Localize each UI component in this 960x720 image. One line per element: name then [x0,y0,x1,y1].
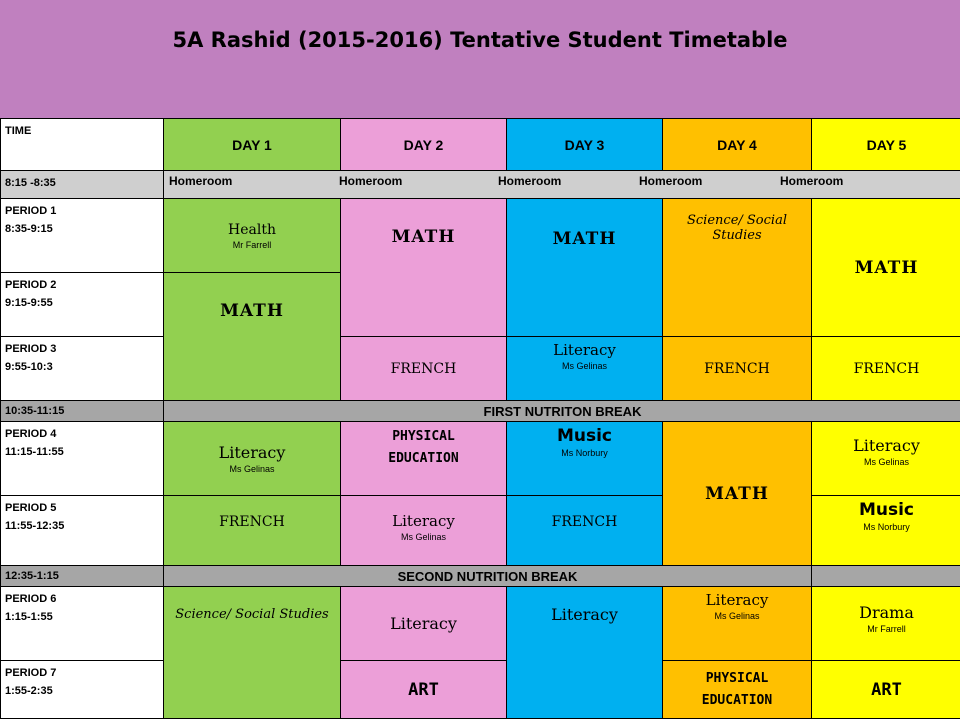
subject-math: MATH [391,227,456,247]
cell-day4-p12 [663,199,812,337]
day-1-header: DAY 1 [164,119,341,171]
homeroom-day-4: Homeroom [639,174,703,188]
subject-physical: PHYSICAL [705,670,769,686]
teacher-label: Ms Gelinas [400,532,446,542]
period-1-range: 8:35-9:15 [5,223,53,235]
cell-day1-p23 [164,273,341,401]
subject-literacy: Literacy [392,512,455,530]
homeroom-day-3: Homeroom [498,174,562,188]
teacher-label: Ms Norbury [561,448,608,458]
cell-day2-p7 [341,661,507,719]
cell-day3-p4 [507,422,663,496]
subject-health: Health [228,221,276,238]
time-header: TIME [1,119,164,171]
teacher-label: Mr Farrell [867,624,906,634]
cell-day5-p5 [812,496,960,566]
subject-french: FRENCH [390,360,457,377]
break-1-time: 10:35-11:15 [1,401,164,422]
subject-french: FRENCH [219,514,285,530]
period-4-range: 11:15-11:55 [5,446,64,458]
cell-day1-p4 [164,422,341,496]
timetable [0,118,960,719]
subject-math: MATH [705,483,769,504]
teacher-label: Ms Norbury [863,522,910,532]
subject-literacy: Literacy [705,591,769,609]
cell-day1-p67 [164,587,341,719]
teacher-label: Ms Gelinas [561,361,607,371]
cell-day2-p12 [341,199,507,337]
cell-day3-p12 [507,199,663,337]
cell-day4-p6 [663,587,812,661]
cell-day5-p12 [812,199,960,337]
subject-physical: PHYSICAL [392,429,455,444]
cell-day3-p3 [507,337,663,401]
teacher-label: Ms Gelinas [229,464,275,474]
break-2-day5 [812,566,960,587]
period-5-label: PERIOD 5 [5,502,57,514]
period-4-time [1,422,164,496]
period-6-label: PERIOD 6 [5,593,57,605]
period-1-time [1,199,164,273]
title-banner [0,0,960,118]
homeroom-day-1: Homeroom [169,174,233,188]
period-3-row [1,337,960,401]
period-4-label: PERIOD 4 [5,428,57,440]
cell-day4-p7 [663,661,812,719]
subject-music: Music [858,500,915,520]
period-7-range: 1:55-2:35 [5,685,53,697]
period-7-row [1,661,960,719]
subject-art: ART [408,679,439,700]
teacher-label: Ms Gelinas [714,611,760,621]
subject-science-social-studies: Science/ Social Studies [175,607,329,622]
period-3-label: PERIOD 3 [5,343,57,355]
period-6-row [1,587,960,661]
cell-day1-p5 [164,496,341,566]
homeroom-row [1,171,960,199]
cell-day5-p3 [812,337,960,401]
day-5-header: DAY 5 [812,119,960,171]
cell-day3-p67 [507,587,663,719]
teacher-label: Ms Gelinas [863,457,909,467]
subject-art: ART [871,679,902,700]
cell-day2-p6 [341,587,507,661]
subject-french: FRENCH [704,360,770,377]
homeroom-time: 8:15 -8:35 [1,171,164,199]
subject-french: FRENCH [853,360,920,377]
period-5-range: 11:55-12:35 [5,520,65,532]
subject-science-social-studies: Science/ Social Studies [687,213,787,243]
day-2-header: DAY 2 [341,119,507,171]
homeroom-day-2: Homeroom [339,174,403,188]
cell-day4-p3 [663,337,812,401]
period-6-time [1,587,164,661]
subject-literacy: Literacy [218,443,286,462]
cell-day2-p4 [341,422,507,496]
subject-literacy: Literacy [551,605,618,624]
first-break-row [1,401,960,422]
subject-math: MATH [552,229,617,249]
day-3-header: DAY 3 [507,119,663,171]
cell-day2-p3 [341,337,507,401]
period-2-label: PERIOD 2 [5,279,57,291]
break-2-time: 12:35-1:15 [1,566,164,587]
homeroom-day-5: Homeroom [780,174,844,188]
cell-day5-p7 [812,661,960,719]
page-title: 5A Rashid (2015-2016) Tentative Student Timetable [172,28,788,52]
subject-literacy: Literacy [553,341,616,359]
period-1-row [1,199,960,273]
period-6-range: 1:15-1:55 [5,611,53,623]
subject-literacy: Literacy [390,614,457,633]
homeroom-labels [164,171,960,199]
subject-math: MATH [854,257,919,278]
cell-day4-p45 [663,422,812,566]
period-5-row [1,496,960,566]
period-3-time [1,337,164,401]
period-2-range: 9:15-9:55 [5,297,53,309]
subject-education: EDUCATION [388,451,459,466]
cell-day5-p4 [812,422,960,496]
second-nutrition-break: SECOND NUTRITION BREAK [164,566,812,587]
subject-math: MATH [220,301,284,321]
cell-day3-p5 [507,496,663,566]
first-nutrition-break: FIRST NUTRITON BREAK [164,401,960,422]
teacher-label: Mr Farrell [232,239,272,250]
subject-education: EDUCATION [701,692,773,708]
period-3-range: 9:55-10:3 [5,361,53,373]
period-7-time [1,661,164,719]
period-4-row [1,422,960,496]
period-7-label: PERIOD 7 [5,667,57,679]
subject-literacy: Literacy [853,436,920,455]
period-5-time [1,496,164,566]
cell-day1-p1 [164,199,341,273]
cell-day2-p5 [341,496,507,566]
header-row [1,119,960,171]
period-2-time [1,273,164,337]
subject-drama: Drama [859,603,914,622]
second-break-row [1,566,960,587]
cell-day5-p6 [812,587,960,661]
subject-french: FRENCH [551,514,618,530]
subject-music: Music [556,426,613,446]
period-1-label: PERIOD 1 [5,205,57,217]
day-4-header: DAY 4 [663,119,812,171]
